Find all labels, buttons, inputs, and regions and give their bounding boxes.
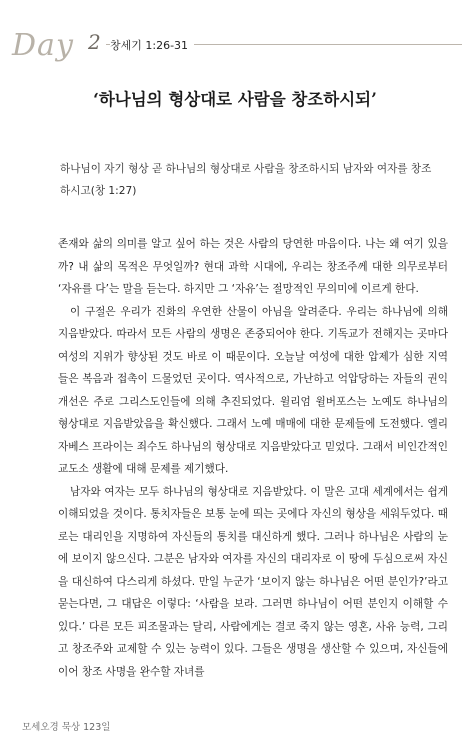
day-number: 2 — [88, 30, 101, 54]
paragraph: 이 구절은 우리가 진화의 우연한 산물이 아님을 알려준다. 우리는 하나님에 의해 지음받았다. 따라서 모든 사람의 생명은 존중되어야 한다. 기독교가 전해지는 곳마다 여성의 지위가 향상된 것도 바로 이 때문이다. 오늘날 여성에 대한 압제가 심한 지역들은 복음과 접촉이 드물었던 곳이다. 역사적으로, 가난하고 억압당하는 자들의 권익 개선은 주로 그리스도인들에 의해 추진되었다. 윌리엄 윌버포스는 노예도 하나님의 형상대로 지음받았음을 확신했다. 그래서 노예 매매에 대한 문제들에 도전했다. 엘리자베스 프라이는 죄수도 하나님의 형상대로 지음받았다고 믿었다. 그래서 비인간적인 교도소 생활에 대해 문제를 제기했다. — [58, 305, 448, 475]
paragraph: 존재와 삶의 의미를 알고 싶어 하는 것은 사람의 당연한 마음이다. 나는 왜 여기 있을까? 내 삶의 목적은 무엇일까? 현대 과학 시대에, 우리는 창조주께 대한 의무로부터 ‘자유를 다’는 말을 듣는다. 하지만 그 ‘자유’는 절망적인 무의미에 이르게 한다. — [58, 238, 448, 295]
page-footer: 모세오경 묵상 123일 — [22, 722, 111, 733]
paragraph: 남자와 여자는 모두 하나님의 형상대로 지음받았다. 이 말은 고대 세계에서는 쉽게 이해되었을 것이다. 통치자들은 보통 눈에 띄는 곳에다 자신의 형상을 세워두었다. 때로는 대리인을 지명하여 자신들의 통치를 대신하게 했다. 그러나 하나님은 사람의 눈에 보이지 않으신다. 그분은 남자와 여자를 자신의 대리자로 이 땅에 두심으로써 자신을 대신하여 다스리게 하셨다. 만일 누군가 ‘보이지 않는 하나님은 어떤 분인가?’라고 묻는다면, 그 대답은 이렇다: ‘사람을 보라. 그러면 하나님이 어떤 분인지 이해할 수 있다.’ 다른 모든 피조물과는 달리, 사람에게는 결코 죽지 않는 영혼, 사유 능력, 그리고 창조주와 교제할 수 있는 능력이 있다. 그들은 생명을 생산할 수 있으며, 자신들에 이어 창조 사명을 완수할 자녀를 — [58, 485, 448, 678]
page-header — [10, 26, 462, 70]
scripture-reference: 창세기 1:26-31 — [110, 37, 194, 53]
day-label: Day — [12, 28, 74, 63]
page-title: ‘하나님의 형상대로 사람을 창조하시되’ — [93, 90, 377, 109]
body-text — [58, 233, 448, 683]
key-verse: 하나님이 자기 형상 곧 하나님의 형상대로 사람을 창조하시되 남자와 여자를 창조하시고(창 1:27) — [60, 163, 432, 197]
